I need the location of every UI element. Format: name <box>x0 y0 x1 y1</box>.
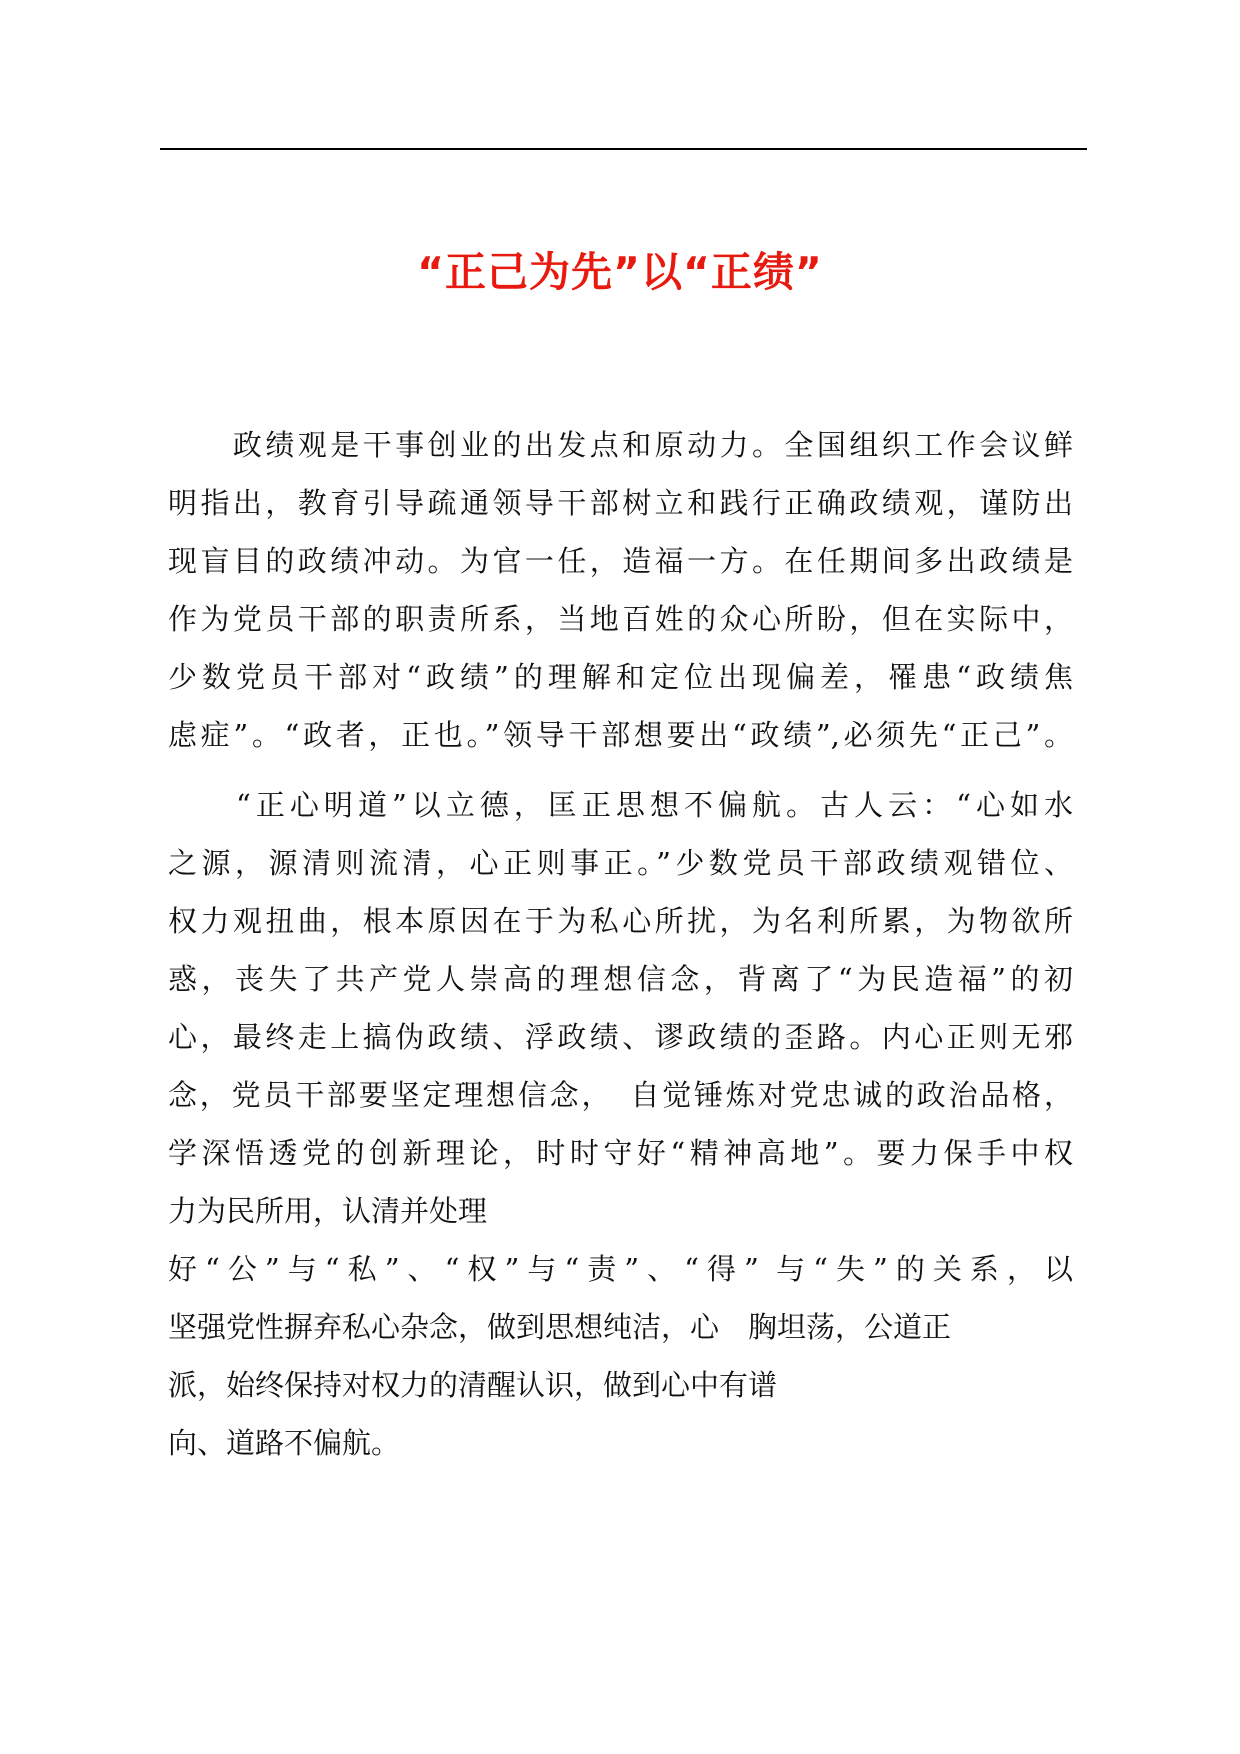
header-rule <box>160 148 1087 150</box>
body-line: 惑，丧失了共产党人崇高的理想信念，背离了“为民造福”的初 <box>168 962 1073 996</box>
body-line: 少数党员干部对“政绩”的理解和定位出现偏差，罹患“政绩焦 <box>168 660 1073 694</box>
body-line: 好“公”与“私”、“权”与“责”、“得” 与“失”的关系，以 <box>168 1252 1073 1286</box>
body-line: 心，最终走上搞伪政绩、浮政绩、谬政绩的歪路。内心正则无邪 <box>168 1020 1073 1054</box>
body-line: 向、道路不偏航。 <box>168 1426 401 1460</box>
body-line: 政绩观是干事创业的出发点和原动力。全国组织工作会议鲜 <box>168 428 1073 462</box>
body-line: 作为党员干部的职责所系，当地百姓的众心所盼，但在实际中， <box>168 602 1073 636</box>
body-line: 念，党员干部要坚定理想信念， 自觉锤炼对党忠诚的政治品格， <box>168 1078 1073 1112</box>
body-line: 明指出，教育引导疏通领导干部树立和践行正确政绩观，谨防出 <box>168 486 1073 520</box>
body-line: 之源，源清则流清，心正则事正。”少数党员干部政绩观错位、 <box>168 846 1073 880</box>
body-line: 力为民所用，认清并处理 <box>168 1194 488 1228</box>
body-line: 权力观扭曲，根本原因在于为私心所扰，为名利所累，为物欲所 <box>168 904 1073 938</box>
body-line: 学深悟透党的创新理论，时时守好“精神高地”。要力保手中权 <box>168 1136 1073 1170</box>
body-line: 虑症”。“政者，正也。”领导干部想要出“政绩”,必须先“正己”。 <box>168 718 1073 752</box>
body-line: 派，始终保持对权力的清醒认识，做到心中有谱 <box>168 1368 778 1402</box>
body-line: 现盲目的政绩冲动。为官一任，造福一方。在任期间多出政绩是 <box>168 544 1073 578</box>
body-line: “正心明道”以立德，匡正思想不偏航。古人云：“心如水 <box>168 788 1073 822</box>
body-line: 坚强党性摒弃私心杂念，做到思想纯洁，心 胸坦荡，公道正 <box>168 1310 952 1344</box>
document-title: “正己为先”以“正绩” <box>417 248 823 296</box>
